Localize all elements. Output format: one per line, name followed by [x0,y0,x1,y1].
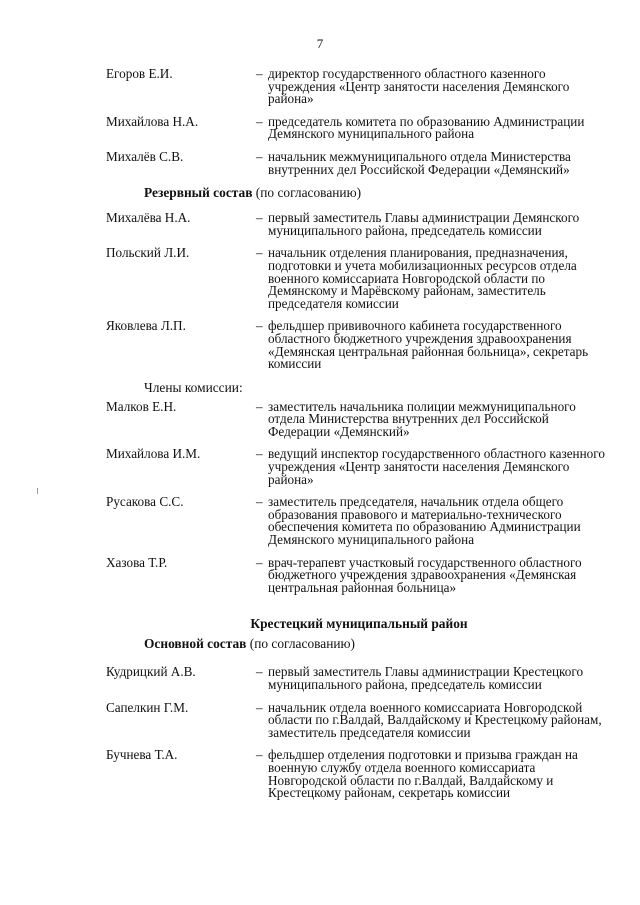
member-name: Михалёва Н.А. [106,210,191,226]
member-role: врач-терапевт участковый государственного областного бюджетного учреждения здравоохранения «Демянская центральная районная больница» [268,554,582,595]
member-role: заместитель начальника полиции межмуниципального отдела Министерства внутренних дел Российской Федерации «Демянский» [268,398,576,439]
member-row [106,320,612,370]
member-role: ведущий инспектор государственного областного казенного учреждения «Центр занятости населения Демянского района» [268,446,605,487]
district-title: Крестецкий муниципальный район [250,616,468,632]
member-row [106,247,612,310]
commission-list-members [106,398,612,595]
commission-list-primary [106,68,612,176]
member-name: Русакова С.С. [106,494,184,510]
reserve-heading [144,186,612,200]
member-dash: – [256,747,263,763]
member-row [106,666,612,691]
commission-list-kresttsy [106,666,612,799]
member-role: фельдшер прививочного кабинета государственного областного бюджетного учреждения здравоохранения «Демянская центральная районная больница», секретарь комиссии [268,318,589,372]
member-role: председатель комитета по образованию Администрации Демянского муниципального района [268,113,585,142]
member-row [106,113,612,142]
member-dash: – [256,554,263,570]
member-name: Михалёв С.В. [106,148,184,164]
member-name: Яковлева Л.П. [106,318,186,334]
member-dash: – [256,699,263,715]
member-name: Хазова Т.Р. [106,554,168,570]
member-row [106,68,612,106]
member-name: Егоров Е.И. [106,66,173,81]
member-dash: – [256,398,263,414]
member-row [106,699,612,740]
member-dash: – [256,66,263,81]
member-name: Михайлова Н.А. [106,113,199,129]
main-heading-bold: Основной состав [144,636,247,652]
member-name: Михайлова И.М. [106,446,201,462]
main-heading-note: (по согласованию) [246,636,356,652]
member-row [106,496,612,546]
member-name: Малков Е.Н. [106,398,177,414]
member-dash: – [256,210,263,226]
commission-list-reserve [106,212,612,371]
member-role: начальник отделения планирования, предназначения, подготовки и учета мобилизационных ресурсов отдела военного комиссариата Новгородской области по Демянскому и Марёвскому районам, заместитель председателя комиссии [268,245,577,311]
member-dash: – [256,113,263,129]
member-name: Кудрицкий А.В. [106,664,196,680]
member-role: начальник межмуниципального отдела Министерства внутренних дел Российской Федерации «Демянский» [268,148,571,177]
member-role: фельдшер отделения подготовки и призыва граждан на военную службу отдела военного комиссариата Новгородской области по г.Валдай, Валдайскому и Крестецкому районам, секретарь комиссии [268,747,578,801]
member-row [106,448,612,486]
member-row [106,749,612,799]
member-role: заместитель председателя, начальник отдела общего образования правового и материально-технического обеспечения комитета по образованию Администрации Демянского муниципального района [268,494,581,548]
margin-mark [37,488,38,494]
reserve-heading-note: (по согласованию) [252,185,362,201]
member-dash: – [256,494,263,510]
member-row [106,212,612,237]
member-dash: – [256,446,263,462]
member-name: Бучнева Т.А. [106,747,178,763]
page-number: 7 [316,36,324,51]
member-role: первый заместитель Главы администрации Демянского муниципального района, председатель комиссии [268,210,580,238]
member-dash: – [256,664,263,680]
document-body [106,68,612,810]
main-heading [144,636,612,652]
members-label: Члены комиссии: [144,379,243,395]
member-row [106,398,612,439]
member-row [106,554,612,595]
member-role: директор государственного областного казенного учреждения «Центр занятости населения Демянского района» [268,66,570,107]
reserve-heading-bold: Резервный состав [144,185,253,201]
member-dash: – [256,245,263,261]
member-dash: – [256,148,263,164]
member-role: первый заместитель Главы администрации Крестецкого муниципального района, председатель комиссии [268,664,584,692]
member-row [106,148,612,177]
member-name: Сапелкин Г.М. [106,699,189,715]
member-role: начальник отдела военного комиссариата Новгородской области по г.Валдай, Валдайскому и Крестецкому районам, заместитель председателя комиссии [268,699,602,740]
member-dash: – [256,318,263,334]
member-name: Польский Л.И. [106,245,190,261]
